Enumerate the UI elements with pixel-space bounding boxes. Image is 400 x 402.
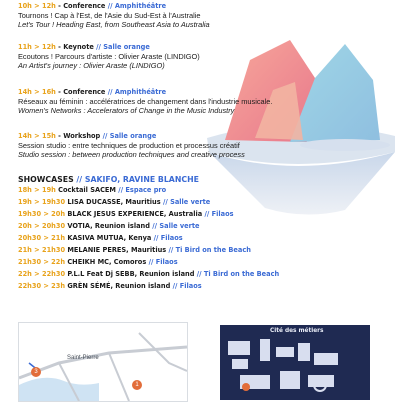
- separator: //: [162, 198, 168, 206]
- showcase-act: VOTIA, Reunion island: [67, 222, 150, 230]
- session-title-en: An Artist's journey : Olivier Araste (LINDIGO): [18, 61, 165, 71]
- showcase-time: 20h > 20h30: [18, 222, 66, 230]
- separator: //: [204, 210, 210, 218]
- session-type: Workshop: [63, 132, 101, 140]
- showcase-act: LISA DUCASSE, Mauritius: [67, 198, 161, 206]
- showcase-time: 21h > 21h30: [18, 246, 66, 254]
- session-title-en: Studio session : between production techniques and creative process: [18, 150, 245, 160]
- area-label: Cité des métiers: [270, 328, 324, 334]
- showcase-act: BLACK JESUS EXPERIENCE, Australia: [67, 210, 203, 218]
- session-time: 10h > 12h: [18, 2, 56, 10]
- map-buildings: [220, 325, 370, 400]
- session-workshop: [18, 132, 318, 160]
- session-title-fr: Tournons ! Cap à l'Est, de l'Asie du Sud-Est à l'Australie: [18, 11, 201, 21]
- showcase-time: 21h30 > 22h: [18, 258, 66, 266]
- session-type: Keynote: [63, 43, 94, 51]
- showcase-venue: Filaos: [179, 282, 202, 290]
- showcase-time: 18h > 19h: [18, 186, 56, 194]
- marker-number: 3: [34, 369, 38, 375]
- session-header: 14h > 15h - Workshop // Salle orange: [18, 132, 157, 140]
- separator: //: [96, 43, 101, 51]
- session-venue: Salle orange: [109, 132, 157, 140]
- showcase-act: GRÈN SÉMÉ, Reunion island: [67, 282, 171, 290]
- showcase-row: [18, 210, 234, 219]
- showcase-time: 22h > 22h30: [18, 270, 66, 278]
- map-saint-pierre[interactable]: [18, 322, 188, 402]
- session-title-fr: Session studio : entre techniques de production et processus créatif: [18, 141, 240, 151]
- session-header: 10h > 12h - Conference // Amphithéâtre: [18, 2, 167, 10]
- marker-number: 1: [135, 382, 139, 388]
- showcase-time: 20h30 > 21h: [18, 234, 66, 242]
- session-title-en: Women's Networks : Accelerators of Change in the Music Industry: [18, 106, 235, 116]
- showcases-heading: [18, 175, 199, 184]
- separator: //: [168, 246, 174, 254]
- session-conference-women: [18, 88, 318, 116]
- separator: //: [196, 270, 202, 278]
- session-venue: Amphithéâtre: [114, 88, 167, 96]
- showcase-time: 22h30 > 23h: [18, 282, 66, 290]
- map-marker-1[interactable]: [132, 380, 142, 390]
- session-header: 11h > 12h - Keynote // Salle orange: [18, 43, 150, 51]
- showcase-row: [18, 186, 166, 195]
- separator: //: [152, 222, 158, 230]
- session-type: Conference: [63, 88, 106, 96]
- showcase-venue: Espace pro: [125, 186, 167, 194]
- session-conference-east: [18, 2, 318, 30]
- separator: //: [107, 2, 113, 10]
- showcase-row: [18, 222, 200, 231]
- session-keynote: [18, 43, 318, 71]
- city-label: Saint-Pierre: [67, 355, 99, 361]
- session-time: 14h > 15h: [18, 132, 56, 140]
- showcase-time: 19h > 19h30: [18, 198, 66, 206]
- showcase-row: [18, 258, 178, 267]
- separator: //: [76, 175, 83, 184]
- showcase-row: [18, 198, 210, 207]
- showcase-venue: Salle verte: [170, 198, 211, 206]
- session-venue: Amphithéâtre: [114, 2, 167, 10]
- showcase-venue: Filaos: [155, 258, 178, 266]
- showcase-row: [18, 282, 202, 291]
- session-title-fr: Ecoutons ! Parcours d'artiste : Olivier Araste (LINDIGO): [18, 52, 200, 62]
- session-title-en: Let's Tour ! Heading East, from Southeast Asia to Australia: [18, 20, 210, 30]
- showcase-venue: Filaos: [211, 210, 234, 218]
- showcase-act: P.L.L Feat Dj SEBB, Reunion island: [67, 270, 195, 278]
- session-time: 11h > 12h: [18, 43, 56, 51]
- showcase-venue: Filaos: [160, 234, 183, 242]
- separator: //: [148, 258, 154, 266]
- showcase-time: 19h30 > 20h: [18, 210, 66, 218]
- showcase-act: MELANIE PERES, Mauritius: [67, 246, 167, 254]
- showcase-row: [18, 246, 251, 255]
- map-roads: [19, 323, 187, 401]
- showcase-venue: Salle verte: [159, 222, 200, 230]
- showcase-venue: Ti Bird on the Beach: [175, 246, 251, 254]
- session-title-fr: Réseaux au féminin : accélératrices de changement dans l'industrie musicale.: [18, 97, 273, 107]
- showcases-venue: SAKIFO, RAVINE BLANCHE: [84, 175, 199, 184]
- showcase-act: CHEIKH MC, Comoros: [67, 258, 147, 266]
- session-type: Conference: [63, 2, 106, 10]
- map-marker-3[interactable]: [31, 367, 41, 377]
- separator: //: [107, 88, 113, 96]
- session-venue: Salle orange: [103, 43, 150, 51]
- separator: //: [102, 132, 108, 140]
- session-header: 14h > 16h - Conference // Amphithéâtre: [18, 88, 167, 96]
- showcase-act: KASIVA MUTUA, Kenya: [67, 234, 152, 242]
- showcase-act: Cocktail SACEM: [58, 186, 116, 194]
- showcases-title: SHOWCASES: [18, 175, 74, 184]
- showcase-row: [18, 234, 183, 243]
- separator: //: [118, 186, 124, 194]
- showcase-venue: Ti Bird on the Beach: [203, 270, 280, 278]
- separator: //: [153, 234, 159, 242]
- map-cite-des-metiers[interactable]: [220, 325, 370, 400]
- separator: //: [172, 282, 178, 290]
- session-time: 14h > 16h: [18, 88, 56, 96]
- showcase-row: [18, 270, 279, 279]
